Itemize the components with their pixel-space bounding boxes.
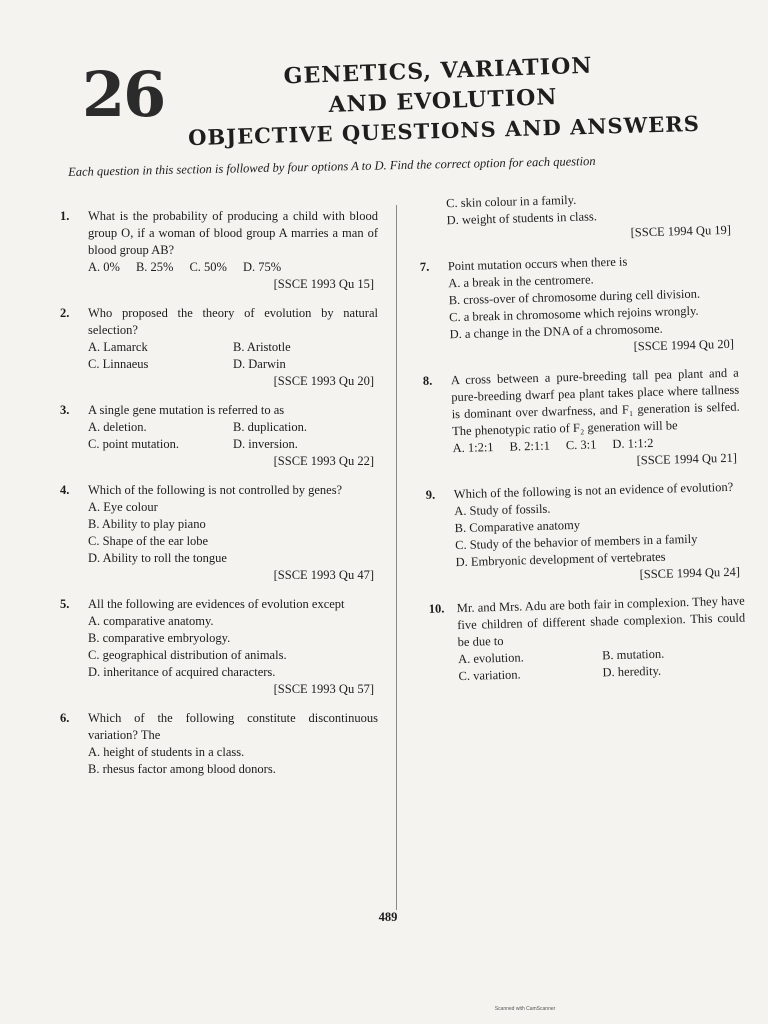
question-number: 7. <box>419 259 430 274</box>
chapter-number: 26 <box>82 58 165 131</box>
answer-option: A. 0% <box>88 260 120 274</box>
answer-option: C. geographical distribution of animals. <box>88 648 287 662</box>
answer-option: C. skin colour in a family. <box>446 192 577 211</box>
answer-option: B. 2:1:1 <box>509 438 551 454</box>
question-block <box>429 593 747 686</box>
question-number: 4. <box>60 483 70 497</box>
options-row <box>88 419 378 436</box>
question-text: Which of the following is not an evidence of evolution? <box>453 479 734 502</box>
question-text: Who proposed the theory of evolution by natural selection? <box>88 306 378 337</box>
options-row <box>88 339 378 356</box>
chapter-title-line-1: GENETICS, VARIATION <box>283 52 593 90</box>
question-text: Which of the following is not controlled by genes? <box>88 483 343 497</box>
question-block <box>60 402 378 470</box>
exam-reference: [SSCE 1993 Qu 47] <box>273 568 374 582</box>
answer-option: B. rhesus factor among blood donors. <box>88 762 276 776</box>
answer-option: D. a change in the DNA of a chromosome. <box>449 321 663 342</box>
question-text: A cross between a pure-breeding tall pea plant and a pure-breeding dwarf pea plant takes place where tallness is dominant over dwarfness, and F₁ generation is selfed. The phenotypic ratio of F₂ generation will be <box>450 365 740 439</box>
answer-option: D. heredity. <box>602 663 662 680</box>
scanner-watermark: Scanned with CamScanner <box>494 1006 556 1012</box>
answer-option: A. Lamarck <box>88 340 148 354</box>
question-text: Mr. and Mrs. Adu are both fair in complexion. They have five children of different shade complexion. This could be due to <box>456 593 746 650</box>
answer-option: C. 50% <box>189 260 227 274</box>
question-block <box>60 482 378 584</box>
answer-option: B. Ability to play piano <box>88 517 206 531</box>
question-block <box>60 596 378 698</box>
answer-option: D. weight of students in class. <box>446 209 598 228</box>
answer-option: B. mutation. <box>601 646 665 663</box>
exam-reference: [SSCE 1994 Qu 20] <box>633 336 735 354</box>
answer-option: B. 25% <box>135 260 174 274</box>
instructions-text: Each question in this section is followed by four options A to D. Find the correct option for each question <box>68 153 596 179</box>
answer-option: D. inversion. <box>233 437 298 451</box>
answer-option: A. evolution. <box>457 650 524 667</box>
answer-option: C. 3:1 <box>565 437 597 453</box>
page-number: 489 <box>378 910 398 924</box>
answer-option: B. Comparative anatomy <box>454 517 581 536</box>
exam-reference: [SSCE 1993 Qu 57] <box>273 682 374 696</box>
question-block <box>420 251 739 361</box>
answer-option: D. Ability to roll the tongue <box>88 551 227 565</box>
answer-option: D. 1:1:2 <box>612 435 654 451</box>
exam-reference: [SSCE 1994 Qu 24] <box>639 564 741 582</box>
question-block <box>60 208 378 293</box>
question-block <box>60 710 378 778</box>
chapter-title-line-2: AND EVOLUTION <box>328 84 558 118</box>
column-divider <box>396 205 397 910</box>
question-text: Point mutation occurs when there is <box>447 254 628 274</box>
options-row <box>88 356 378 373</box>
answer-option: A. Eye colour <box>88 500 158 514</box>
right-column <box>418 188 747 698</box>
answer-option: A. 1:2:1 <box>452 440 494 456</box>
question-text: What is the probability of producing a child with blood group O, if a woman of blood group A marries a man of blood group AB? <box>88 209 378 257</box>
answer-option: C. Shape of the ear lobe <box>88 534 209 548</box>
exam-reference: [SSCE 1993 Qu 20] <box>273 374 374 388</box>
question-block <box>418 188 735 247</box>
question-number: 1. <box>60 209 70 223</box>
left-column <box>60 208 378 790</box>
answer-option: B. duplication. <box>233 420 307 434</box>
question-number: 2. <box>60 306 70 320</box>
question-number: 9. <box>425 487 436 502</box>
exam-reference: [SSCE 1993 Qu 15] <box>273 277 374 291</box>
answer-option: C. point mutation. <box>88 437 179 451</box>
answer-option: A. Study of fossils. <box>454 501 551 519</box>
answer-option: A. a break in the centromere. <box>448 272 594 291</box>
answer-option: B. Aristotle <box>233 340 291 354</box>
question-number: 6. <box>60 711 70 725</box>
exam-reference: [SSCE 1994 Qu 19] <box>630 222 732 240</box>
answer-option: C. Study of the behavior of members in a family <box>454 531 698 553</box>
question-number: 5. <box>60 597 70 611</box>
answer-option: A. comparative anatomy. <box>88 614 214 628</box>
answer-option: A. deletion. <box>88 420 147 434</box>
answer-option: B. comparative embryology. <box>88 631 231 645</box>
question-block <box>423 365 742 475</box>
section-title: OBJECTIVE QUESTIONS AND ANSWERS <box>187 110 701 151</box>
answer-option: D. 75% <box>242 260 282 274</box>
options-row <box>88 259 378 276</box>
answer-option: C. Linnaeus <box>88 357 149 371</box>
options-row <box>88 436 378 453</box>
answer-option: C. a break in chromosome which rejoins wrongly. <box>449 303 699 325</box>
exam-reference: [SSCE 1993 Qu 22] <box>273 454 374 468</box>
question-text: A single gene mutation is referred to as <box>88 403 285 417</box>
answer-option: C. variation. <box>458 667 521 684</box>
exam-reference: [SSCE 1994 Qu 21] <box>636 450 738 468</box>
question-text: All the following are evidences of evolution except <box>88 597 345 611</box>
question-block <box>426 479 745 589</box>
answer-option: D. Darwin <box>233 357 286 371</box>
question-text: Which of the following constitute discontinuous variation? The <box>88 711 378 742</box>
answer-option: A. height of students in a class. <box>88 745 245 759</box>
answer-option: D. Embryonic development of vertebrates <box>455 549 666 570</box>
question-number: 10. <box>428 601 445 616</box>
answer-option: D. inheritance of acquired characters. <box>88 665 276 679</box>
question-number: 8. <box>422 373 433 388</box>
answer-option: B. cross-over of chromosome during cell division. <box>448 286 701 308</box>
question-block <box>60 305 378 390</box>
question-number: 3. <box>60 403 70 417</box>
